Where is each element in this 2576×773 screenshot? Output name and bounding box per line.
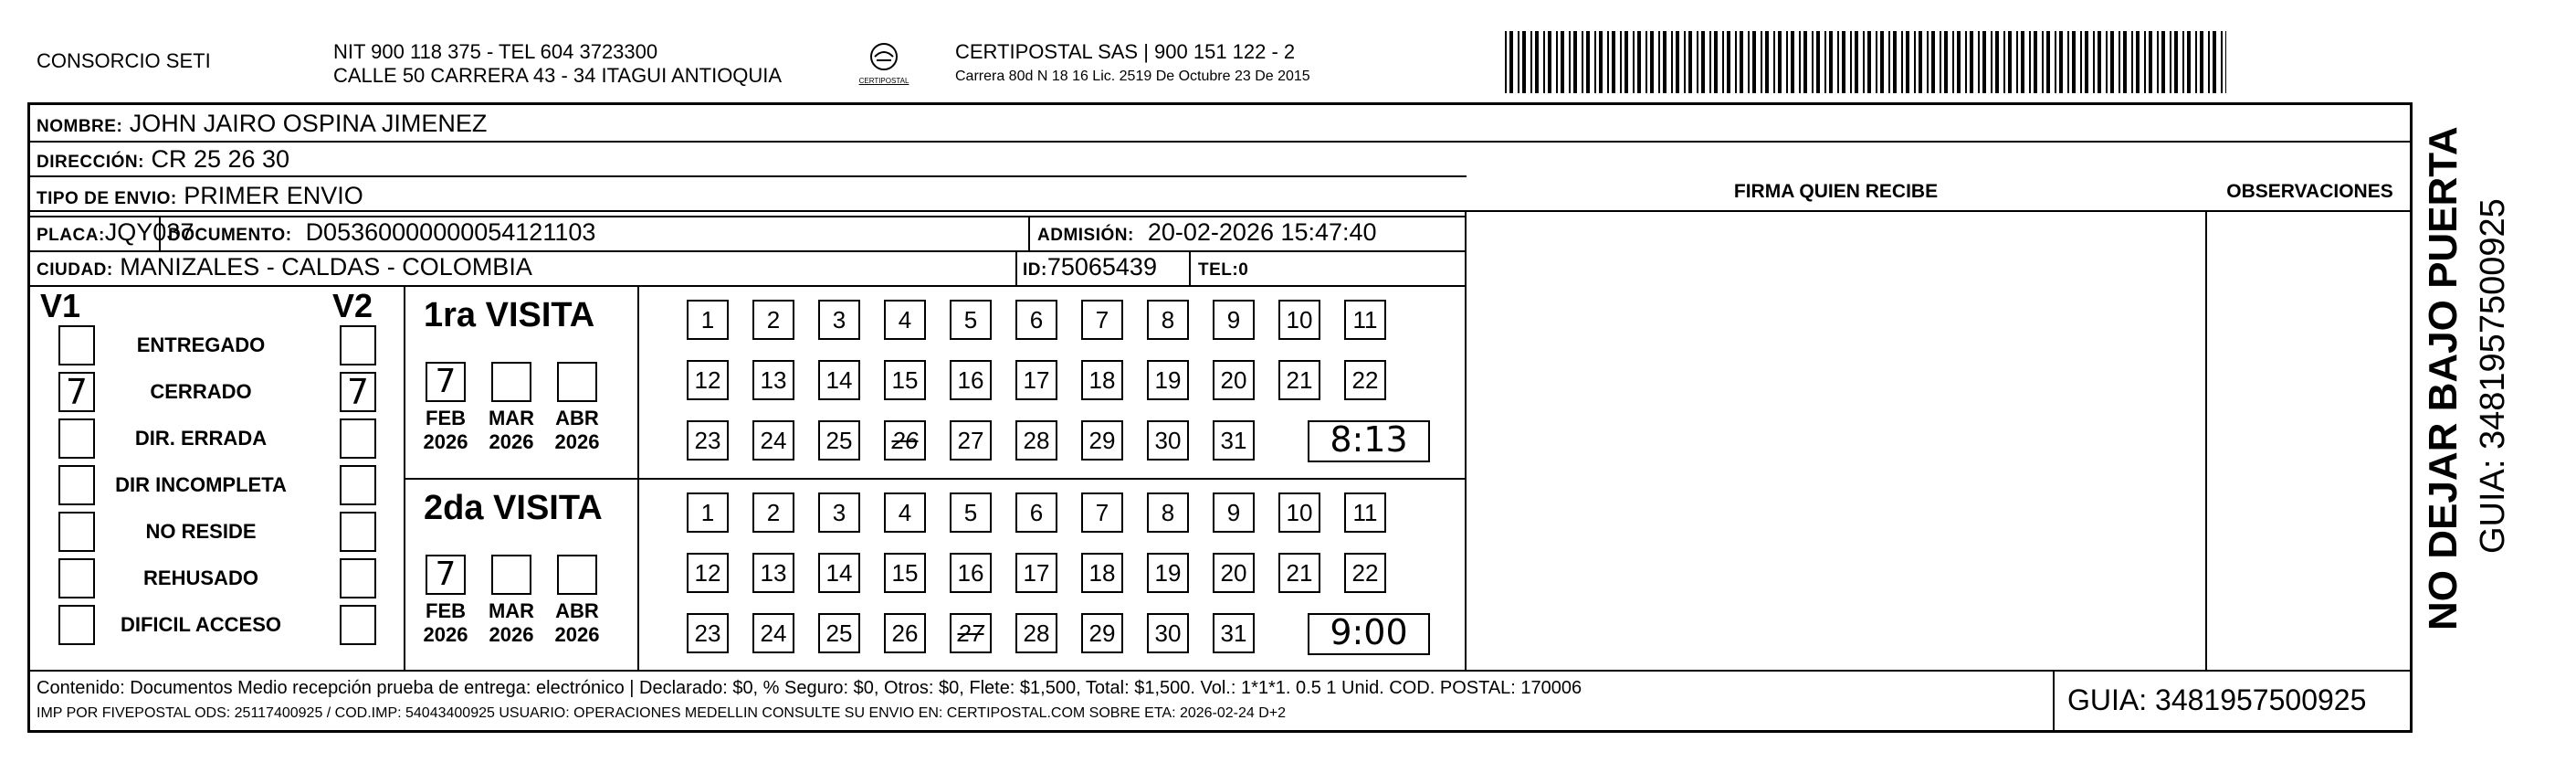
status-v2-checkbox[interactable] bbox=[340, 418, 376, 459]
visit-title: 2da VISITA bbox=[424, 489, 603, 527]
barcode-bar bbox=[1901, 31, 1903, 93]
status-label: NO RESIDE bbox=[145, 520, 257, 543]
day-box[interactable]: 2 bbox=[752, 300, 794, 340]
barcode-bar bbox=[1509, 31, 1513, 93]
day-box[interactable]: 5 bbox=[950, 492, 992, 533]
barcode-bar bbox=[1535, 31, 1539, 93]
status-label: DIR. ERRADA bbox=[134, 427, 268, 450]
barcode-bar bbox=[2008, 31, 2012, 93]
documento-label: DOCUMENTO: bbox=[168, 226, 292, 245]
barcode-bar bbox=[1518, 31, 1519, 93]
barcode-bar bbox=[1522, 31, 1526, 93]
footer-imp: IMP POR FIVEPOSTAL ODS: 25117400925 / COD.IMP: 54043400925 USUARIO: OPERACIONES MEDELLIN CONSULTE SU ENVIO EN: CERTIPOSTAL.COM SOBRE ETA: 2026-02-24 D+2 bbox=[37, 705, 1287, 721]
barcode-bar bbox=[2119, 31, 2120, 93]
day-box[interactable]: 7 bbox=[1081, 492, 1123, 533]
day-box[interactable]: 12 bbox=[687, 360, 729, 400]
barcode-bar bbox=[2123, 31, 2127, 93]
month-checkbox[interactable] bbox=[557, 362, 597, 402]
barcode-bar bbox=[2046, 31, 2050, 93]
barcode-bar bbox=[2131, 31, 2133, 93]
day-box[interactable]: 22 bbox=[1344, 553, 1386, 593]
day-box[interactable]: 15 bbox=[884, 553, 926, 593]
barcode-bar bbox=[1888, 31, 1890, 93]
v1-header: V1 bbox=[40, 287, 81, 324]
status-v1-checkbox[interactable]: 7 bbox=[58, 372, 95, 412]
month-year: 2026 bbox=[423, 623, 468, 646]
barcode-bar bbox=[2144, 31, 2146, 93]
barcode-bar bbox=[1812, 31, 1814, 93]
day-box[interactable]: 9 bbox=[1213, 300, 1255, 340]
day-box[interactable]: 14 bbox=[818, 553, 860, 593]
admision-value: 20-02-2026 15:47:40 bbox=[1147, 218, 1377, 246]
status-v2-checkbox[interactable] bbox=[340, 325, 376, 365]
status-v2-checkbox[interactable] bbox=[340, 512, 376, 552]
day-box[interactable]: 29 bbox=[1081, 613, 1123, 653]
status-v2-checkbox[interactable] bbox=[340, 558, 376, 598]
day-box[interactable]: 6 bbox=[1015, 300, 1057, 340]
barcode-bar bbox=[2187, 31, 2191, 93]
barcode-bar bbox=[2059, 31, 2063, 93]
barcode-bar bbox=[2136, 31, 2140, 93]
month-checkbox[interactable]: 7 bbox=[426, 555, 466, 595]
barcode-bar bbox=[1505, 31, 1507, 93]
barcode-bar bbox=[2029, 31, 2031, 93]
barcode-bar bbox=[1714, 31, 1718, 93]
nombre-label: NOMBRE: bbox=[37, 117, 123, 136]
barcode-bar bbox=[2225, 31, 2226, 93]
barcode-bar bbox=[1569, 31, 1571, 93]
barcode-bar bbox=[1582, 31, 1583, 93]
barcode-bar bbox=[1586, 31, 1590, 93]
barcode-bar bbox=[1829, 31, 1833, 93]
barcode-bar bbox=[1637, 31, 1641, 93]
day-box[interactable]: 25 bbox=[818, 420, 860, 461]
barcode-bar bbox=[1978, 31, 1980, 93]
status-v2-checkbox[interactable] bbox=[340, 605, 376, 645]
status-v1-checkbox[interactable] bbox=[58, 325, 95, 365]
barcode-bar bbox=[2182, 31, 2184, 93]
barcode-bar bbox=[1919, 31, 1922, 93]
barcode-bar bbox=[1543, 31, 1545, 93]
barcode-bar bbox=[1727, 31, 1730, 93]
barcode-bar bbox=[1676, 31, 1679, 93]
month-year: 2026 bbox=[554, 430, 600, 453]
day-box[interactable]: 27 bbox=[950, 420, 992, 461]
barcode-bar bbox=[1548, 31, 1551, 93]
barcode-bar bbox=[1952, 31, 1954, 93]
ciudad-label: CIUDAD: bbox=[37, 260, 113, 280]
nit-tel: NIT 900 118 375 - TEL 604 3723300 bbox=[333, 40, 658, 63]
nombre-value: JOHN JAIRO OSPINA JIMENEZ bbox=[129, 110, 488, 137]
day-box[interactable]: 18 bbox=[1081, 360, 1123, 400]
barcode-bar bbox=[1658, 31, 1660, 93]
barcode-bar bbox=[2221, 31, 2223, 93]
day-box[interactable]: 20 bbox=[1213, 360, 1255, 400]
direccion-value: CR 25 26 30 bbox=[151, 145, 290, 173]
barcode-bar bbox=[1624, 31, 1628, 93]
month-checkbox[interactable] bbox=[491, 362, 531, 402]
day-box[interactable]: 14 bbox=[818, 360, 860, 400]
day-box[interactable]: 21 bbox=[1278, 360, 1320, 400]
barcode-bar bbox=[2093, 31, 2095, 93]
status-label: DIFICIL ACCESO bbox=[120, 613, 281, 636]
day-box[interactable]: 27 bbox=[950, 613, 992, 653]
status-label: CERRADO bbox=[150, 380, 252, 403]
tipo-envio-label: TIPO DE ENVIO: bbox=[37, 189, 177, 208]
day-box[interactable]: 16 bbox=[950, 360, 992, 400]
barcode-bar bbox=[1863, 31, 1865, 93]
barcode-bar bbox=[2080, 31, 2082, 93]
barcode-bar bbox=[1940, 31, 1941, 93]
day-box[interactable]: 31 bbox=[1213, 613, 1255, 653]
barcode-bar bbox=[2055, 31, 2056, 93]
barcode-bar bbox=[1893, 31, 1897, 93]
day-box[interactable]: 12 bbox=[687, 553, 729, 593]
barcode-bar bbox=[1982, 31, 1986, 93]
day-box[interactable]: 17 bbox=[1015, 360, 1057, 400]
day-box[interactable]: 25 bbox=[818, 613, 860, 653]
month-label: FEB bbox=[426, 599, 466, 622]
v2-header: V2 bbox=[332, 287, 373, 324]
barcode-bar bbox=[1765, 31, 1769, 93]
barcode-bar bbox=[1773, 31, 1775, 93]
month-label: FEB bbox=[426, 407, 466, 429]
barcode-bar bbox=[1842, 31, 1845, 93]
certipostal-license: Carrera 80d N 18 16 Lic. 2519 De Octubre 23 De 2015 bbox=[955, 69, 1310, 84]
barcode-bar bbox=[1748, 31, 1750, 93]
day-box[interactable]: 30 bbox=[1147, 420, 1189, 461]
tipo-envio-value: PRIMER ENVIO bbox=[184, 182, 363, 209]
month-year: 2026 bbox=[489, 430, 534, 453]
day-box[interactable]: 18 bbox=[1081, 553, 1123, 593]
barcode-bar bbox=[1671, 31, 1673, 93]
day-box[interactable]: 23 bbox=[687, 613, 729, 653]
barcode-bar bbox=[2174, 31, 2178, 93]
barcode-bar bbox=[1697, 31, 1698, 93]
barcode-bar bbox=[1855, 31, 1858, 93]
month-year: 2026 bbox=[489, 623, 534, 646]
barcode-bar bbox=[1867, 31, 1871, 93]
placa-label: PLACA: bbox=[37, 226, 105, 245]
barcode-bar bbox=[1650, 31, 1654, 93]
barcode-bar bbox=[2072, 31, 2076, 93]
barcode-bar bbox=[1957, 31, 1961, 93]
day-box[interactable]: 21 bbox=[1278, 553, 1320, 593]
barcode-bar bbox=[1944, 31, 1948, 93]
month-label: MAR bbox=[488, 407, 535, 429]
placa-value: JQY037 bbox=[104, 218, 195, 246]
footer-guia: GUIA: 3481957500925 bbox=[2067, 683, 2367, 716]
barcode-bar bbox=[1799, 31, 1801, 93]
month-checkbox[interactable] bbox=[491, 555, 531, 595]
status-v1-checkbox[interactable] bbox=[58, 465, 95, 505]
barcode-bar bbox=[1599, 31, 1603, 93]
barcode-bar bbox=[1906, 31, 1909, 93]
day-box[interactable]: 15 bbox=[884, 360, 926, 400]
status-label: ENTREGADO bbox=[136, 334, 266, 356]
barcode-bar bbox=[2003, 31, 2005, 93]
status-v1-checkbox[interactable] bbox=[58, 605, 95, 645]
barcode-bar bbox=[1761, 31, 1762, 93]
certipostal-info: CERTIPOSTAL SAS | 900 151 122 - 2 bbox=[955, 40, 1296, 63]
id-label: ID: bbox=[1023, 260, 1047, 280]
day-box[interactable]: 10 bbox=[1278, 300, 1320, 340]
barcode-bar bbox=[1850, 31, 1852, 93]
barcode-bar bbox=[2149, 31, 2152, 93]
day-box[interactable]: 3 bbox=[818, 300, 860, 340]
no-dejar-bajo-puerta: NO DEJAR BAJO PUERTA bbox=[2421, 126, 2466, 630]
side-guia: GUIA: 3481957500925 bbox=[2474, 198, 2512, 554]
barcode-bar bbox=[1786, 31, 1788, 93]
barcode-bar bbox=[1663, 31, 1667, 93]
day-box[interactable]: 28 bbox=[1015, 613, 1057, 653]
barcode-bar bbox=[1740, 31, 1743, 93]
barcode bbox=[1505, 31, 2226, 93]
day-box[interactable]: 4 bbox=[884, 492, 926, 533]
barcode-bar bbox=[1573, 31, 1577, 93]
admision-label: ADMISIÓN: bbox=[1037, 226, 1134, 245]
month-year: 2026 bbox=[423, 430, 468, 453]
logo-text: CERTIPOSTAL bbox=[858, 77, 909, 85]
id-value: 75065439 bbox=[1046, 253, 1157, 281]
month-year: 2026 bbox=[554, 623, 600, 646]
barcode-bar bbox=[2170, 31, 2171, 93]
company-name: CONSORCIO SETI bbox=[37, 49, 211, 72]
month-label: ABR bbox=[555, 599, 599, 622]
barcode-bar bbox=[1824, 31, 1826, 93]
day-box[interactable]: 16 bbox=[950, 553, 992, 593]
status-v2-checkbox[interactable]: 7 bbox=[340, 372, 376, 412]
barcode-bar bbox=[1837, 31, 1839, 93]
day-box[interactable]: 6 bbox=[1015, 492, 1057, 533]
barcode-bar bbox=[2016, 31, 2018, 93]
barcode-bar bbox=[1684, 31, 1686, 93]
barcode-bar bbox=[1688, 31, 1692, 93]
month-checkbox[interactable]: 7 bbox=[426, 362, 466, 402]
barcode-bar bbox=[1722, 31, 1724, 93]
day-box[interactable]: 11 bbox=[1344, 300, 1386, 340]
month-label: ABR bbox=[555, 407, 599, 429]
barcode-bar bbox=[1735, 31, 1737, 93]
day-box[interactable]: 23 bbox=[687, 420, 729, 461]
barcode-bar bbox=[2110, 31, 2114, 93]
barcode-bar bbox=[2208, 31, 2210, 93]
day-box[interactable]: 11 bbox=[1344, 492, 1386, 533]
firma-header: FIRMA QUIEN RECIBE bbox=[1733, 181, 1939, 202]
direccion-label: DIRECCIÓN: bbox=[37, 153, 144, 172]
barcode-bar bbox=[1791, 31, 1794, 93]
barcode-bar bbox=[2195, 31, 2197, 93]
barcode-bar bbox=[1620, 31, 1622, 93]
visit-title: 1ra VISITA bbox=[424, 296, 595, 334]
company-address: CALLE 50 CARRERA 43 - 34 ITAGUI ANTIOQUIA bbox=[333, 64, 783, 87]
barcode-bar bbox=[1607, 31, 1609, 93]
day-box[interactable]: 13 bbox=[752, 360, 794, 400]
barcode-bar bbox=[1556, 31, 1558, 93]
barcode-bar bbox=[1927, 31, 1929, 93]
status-label: DIR INCOMPLETA bbox=[115, 473, 287, 496]
day-box[interactable]: 29 bbox=[1081, 420, 1123, 461]
ciudad-value: MANIZALES - CALDAS - COLOMBIA bbox=[120, 253, 532, 281]
status-v1-checkbox[interactable] bbox=[58, 418, 95, 459]
barcode-bar bbox=[1778, 31, 1782, 93]
day-box[interactable]: 10 bbox=[1278, 492, 1320, 533]
status-v1-checkbox[interactable] bbox=[58, 558, 95, 598]
barcode-bar bbox=[1701, 31, 1705, 93]
barcode-bar bbox=[1561, 31, 1564, 93]
barcode-bar bbox=[1931, 31, 1935, 93]
barcode-bar bbox=[2042, 31, 2044, 93]
day-box[interactable]: 28 bbox=[1015, 420, 1057, 461]
day-box[interactable]: 22 bbox=[1344, 360, 1386, 400]
barcode-bar bbox=[1970, 31, 1973, 93]
day-box[interactable]: 8 bbox=[1147, 300, 1189, 340]
footer-contenido: Contenido: Documentos Medio recepción prueba de entrega: electrónico | Declarado: $0, % Seguro: $0, Otros: $0, Flete: $1,500, Total: $1,500. Vol.: 1*1*1. 0.5 1 Unid. COD. POSTAL: 170006 bbox=[37, 678, 1582, 698]
documento-value: D05360000000054121103 bbox=[305, 218, 596, 246]
month-label: MAR bbox=[488, 599, 535, 622]
barcode-bar bbox=[1645, 31, 1647, 93]
day-box[interactable]: 1 bbox=[687, 492, 729, 533]
barcode-bar bbox=[2213, 31, 2216, 93]
barcode-bar bbox=[1633, 31, 1635, 93]
day-box[interactable]: 3 bbox=[818, 492, 860, 533]
barcode-bar bbox=[2161, 31, 2165, 93]
day-box[interactable]: 24 bbox=[752, 420, 794, 461]
barcode-bar bbox=[1594, 31, 1596, 93]
barcode-bar bbox=[1612, 31, 1615, 93]
day-box[interactable]: 7 bbox=[1081, 300, 1123, 340]
barcode-bar bbox=[2098, 31, 2101, 93]
certipostal-logo bbox=[857, 37, 911, 91]
day-box[interactable]: 19 bbox=[1147, 553, 1189, 593]
status-label: REHUSADO bbox=[143, 567, 258, 589]
barcode-bar bbox=[2021, 31, 2024, 93]
day-box[interactable]: 9 bbox=[1213, 492, 1255, 533]
day-box[interactable]: 8 bbox=[1147, 492, 1189, 533]
visit-time[interactable]: 9:00 bbox=[1308, 613, 1430, 655]
barcode-bar bbox=[2067, 31, 2069, 93]
day-box[interactable]: 2 bbox=[752, 492, 794, 533]
status-v2-checkbox[interactable] bbox=[340, 465, 376, 505]
barcode-bar bbox=[1530, 31, 1532, 93]
barcode-bar bbox=[1709, 31, 1711, 93]
barcode-bar bbox=[1752, 31, 1756, 93]
barcode-bar bbox=[1995, 31, 1999, 93]
barcode-bar bbox=[2200, 31, 2203, 93]
barcode-bar bbox=[1965, 31, 1967, 93]
day-box[interactable]: 26 bbox=[884, 420, 926, 461]
tel-value: 0 bbox=[1238, 260, 1249, 280]
day-box[interactable]: 13 bbox=[752, 553, 794, 593]
status-v1-checkbox[interactable] bbox=[58, 512, 95, 552]
tel-label: TEL: bbox=[1198, 260, 1239, 280]
day-box[interactable]: 24 bbox=[752, 613, 794, 653]
barcode-bar bbox=[1991, 31, 1992, 93]
day-box[interactable]: 4 bbox=[884, 300, 926, 340]
day-box[interactable]: 17 bbox=[1015, 553, 1057, 593]
barcode-bar bbox=[2157, 31, 2159, 93]
day-box[interactable]: 30 bbox=[1147, 613, 1189, 653]
day-box[interactable]: 19 bbox=[1147, 360, 1189, 400]
day-box[interactable]: 20 bbox=[1213, 553, 1255, 593]
barcode-bar bbox=[2106, 31, 2108, 93]
barcode-bar bbox=[1816, 31, 1820, 93]
barcode-bar bbox=[1803, 31, 1807, 93]
barcode-bar bbox=[1880, 31, 1884, 93]
day-box[interactable]: 31 bbox=[1213, 420, 1255, 461]
barcode-bar bbox=[1914, 31, 1916, 93]
day-box[interactable]: 5 bbox=[950, 300, 992, 340]
observaciones-header: OBSERVACIONES bbox=[2226, 181, 2393, 202]
barcode-bar bbox=[1876, 31, 1877, 93]
barcode-bar bbox=[2085, 31, 2088, 93]
month-checkbox[interactable] bbox=[557, 555, 597, 595]
day-box[interactable]: 1 bbox=[687, 300, 729, 340]
barcode-bar bbox=[2034, 31, 2037, 93]
day-box[interactable]: 26 bbox=[884, 613, 926, 653]
visit-time[interactable]: 8:13 bbox=[1308, 420, 1430, 462]
